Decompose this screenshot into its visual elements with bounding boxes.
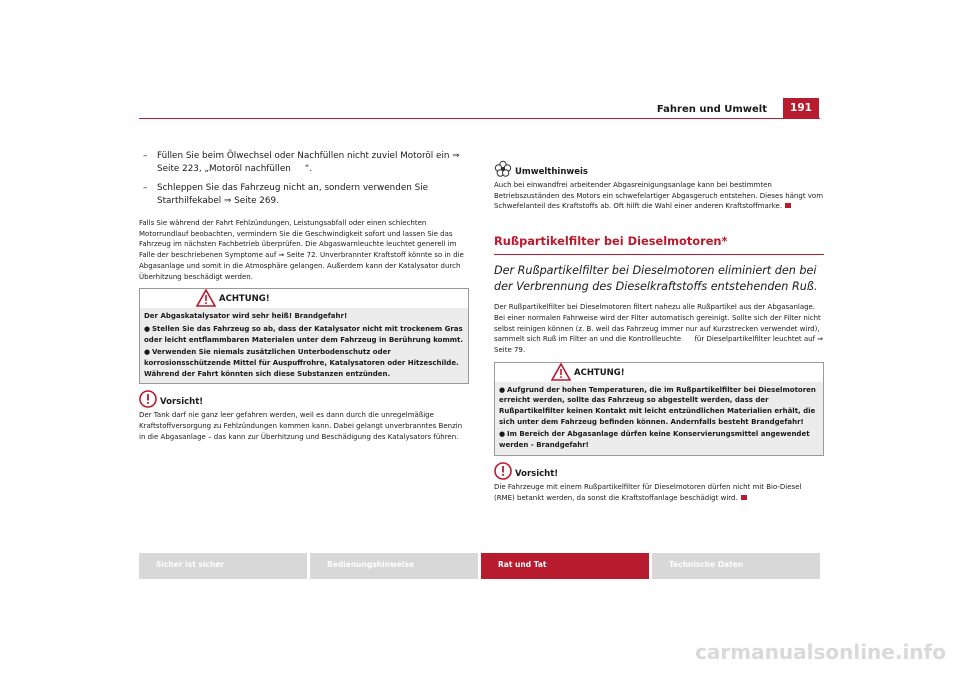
warning-box [139,288,469,384]
warning-title: ACHTUNG! [574,367,625,378]
warning-bullet [499,385,819,428]
left-column [139,150,469,449]
bullet-dot: ● [499,385,506,394]
dash-item [139,182,469,208]
section-subtitle: Der Rußpartikelfilter bei Dieselmotoren eliminiert den bei der Verbrennung des Dieselkraftstoffs entstehenden Ruß. [494,264,818,294]
caution-exclamation-icon [494,462,512,480]
footer-tab-sicher-ist-sicher[interactable]: Sicher ist sicher [139,553,307,579]
warning-body [140,308,468,383]
caution-exclamation-icon [139,390,157,408]
misfire-paragraph: Falls Sie während der Fahrt Fehlzündungen, Leistungsabfall oder einen schlechten Motorrundlauf beobachten, vermindern Sie die Geschwindigkeit sofort und lassen Sie das Fahrzeug im nächsten Fachbetrieb überprüfen. Die Abgaswarnleuchte leuchtet generell im Falle der beschriebenen Symptome auf ⇒ Seite 72. Unverbrannter Kraftstoff könnte so in die Abgasanlage und somit in die Atmosphäre gelangen. Außerdem kann der Katalysator durch Überhitzung beschädigt werden. [139,219,464,281]
filter-paragraph: Der Rußpartikelfilter bei Dieselmotoren filtert nahezu alle Rußpartikel aus der Abgasanlage. Bei einer normalen Fahrweise wird der Filter automatisch gereinigt. Sollte sich der Filter nicht selbst reinigen können (z. B. weil das Fahrzeug immer nur auf Kurzstrecken verwendet wird), sammelt sich Ruß im Filter an und die Kontrollleuchte für Dieselpartikelfilter leuchtet auf ⇒ Seite 79. [494,303,824,354]
page-header-title: Fahren und Umwelt [656,104,767,115]
environment-note-title: Umwelthinweis [515,167,588,177]
warning-bullet-text: Im Bereich der Abgasanlage dürfen keine Konservierungsmittel angewendet werden - Brandgefahr! [499,430,810,450]
warning-bullet-text: Stellen Sie das Fahrzeug so ab, dass der Katalysator nicht mit trockenem Gras oder leicht entflammbaren Materialen unter dem Fahrzeug in Berührung kommt. [144,324,464,344]
page-number: 191 [783,98,819,118]
caution-text [494,482,824,503]
dash-item [139,150,469,176]
environment-flower-icon [494,160,512,178]
caution-header [494,462,824,482]
caution-title: Vorsicht! [515,468,559,479]
footer-tab-rat-und-tat[interactable]: Rat und Tat [481,553,649,579]
environment-note-text [494,180,824,212]
warning-triangle-icon [551,363,571,381]
environment-note-body: Auch bei einwandfrei arbeitender Abgasreinigungsanlage kann bei bestimmten Betriebszuständen des Motors ein schwefelartiger Abgasgeruch entstehen. Dieses hängt vom Schwefelanteil des Kraftstoffs ab. Oft hilft die Wahl einer anderen Kraftstoffmarke. [494,181,824,211]
dash-marker: – [143,183,148,193]
footer-tab-technische-daten[interactable]: Technische Daten [652,553,820,579]
warning-bullet [144,347,464,379]
bullet-dot: ● [499,430,506,439]
warning-bullet-text: Verwenden Sie niemals zusätzlichen Unterbodenschutz oder korrosionsschützende Mittel für Auspuffrohre, Katalysatoren oder Hitzeschilde. Während der Fahrt könnten sich diese Substanzen entzünden. [144,348,459,378]
dash-item-text: Schleppen Sie das Fahrzeug nicht an, sondern verwenden Sie Starthilfekabel ⇒ Seite 269. [157,183,429,206]
warning-header [140,289,468,308]
bullet-dot: ● [144,324,151,333]
caution-header [139,390,469,410]
footer-tab-bedienungshinweise[interactable]: Bedienungshinweise [310,553,478,579]
caution-title: Vorsicht! [160,397,204,408]
warning-body [495,382,823,455]
environment-note-header [494,160,824,180]
warning-box [494,362,824,456]
warning-intro: Der Abgaskatalysator wird sehr heiß! Brandgefahr! [144,312,348,321]
dash-marker: – [143,151,148,161]
warning-triangle-icon [196,289,216,307]
warning-bullet [499,429,819,450]
right-column [494,160,824,509]
caution-body: Die Fahrzeuge mit einem Rußpartikelfilter für Dieselmotoren dürfen nicht mit Bio-Diesel (RME) betankt werden, da sonst die Kraftstoffanlage beschädigt wird. [494,482,802,502]
warning-bullet-text: Aufgrund der hohen Temperaturen, die im Rußpartikelfilter bei Dieselmotoren erreicht werden, sollte das Fahrzeug so abgestellt werden, dass der Rußpartikelfilter keinen Kontakt mit leicht entzündlichen Materialien erhält, die sich unter dem Fahrzeug befinden können. Andernfalls besteht Brandgefahr! [499,385,816,426]
end-marker [741,495,747,500]
dash-item-text: Füllen Sie beim Ölwechsel oder Nachfüllen nicht zuviel Motoröl ein ⇒ Seite 223, „Motoröl nachfüllen “. [157,151,460,174]
header-rule [139,118,820,119]
watermark: carmanualsonline.info [695,640,946,664]
end-marker [785,203,791,208]
warning-title: ACHTUNG! [219,294,270,305]
warning-header [495,363,823,382]
bullet-dot: ● [144,348,151,357]
caution-text: Der Tank darf nie ganz leer gefahren werden, weil es dann durch die unregelmäßige Kraftstoffversorgung zu Fehlzündungen kommen kann. Dabei gelangt unverbranntes Benzin in die Abgasanlage – das kann zur Überhitzung und Beschädigung des Katalysators führen. [139,411,463,441]
section-title: Rußpartikelfilter bei Dieselmotoren* [494,234,728,249]
warning-bullet [144,324,464,345]
section-rule [494,254,824,255]
